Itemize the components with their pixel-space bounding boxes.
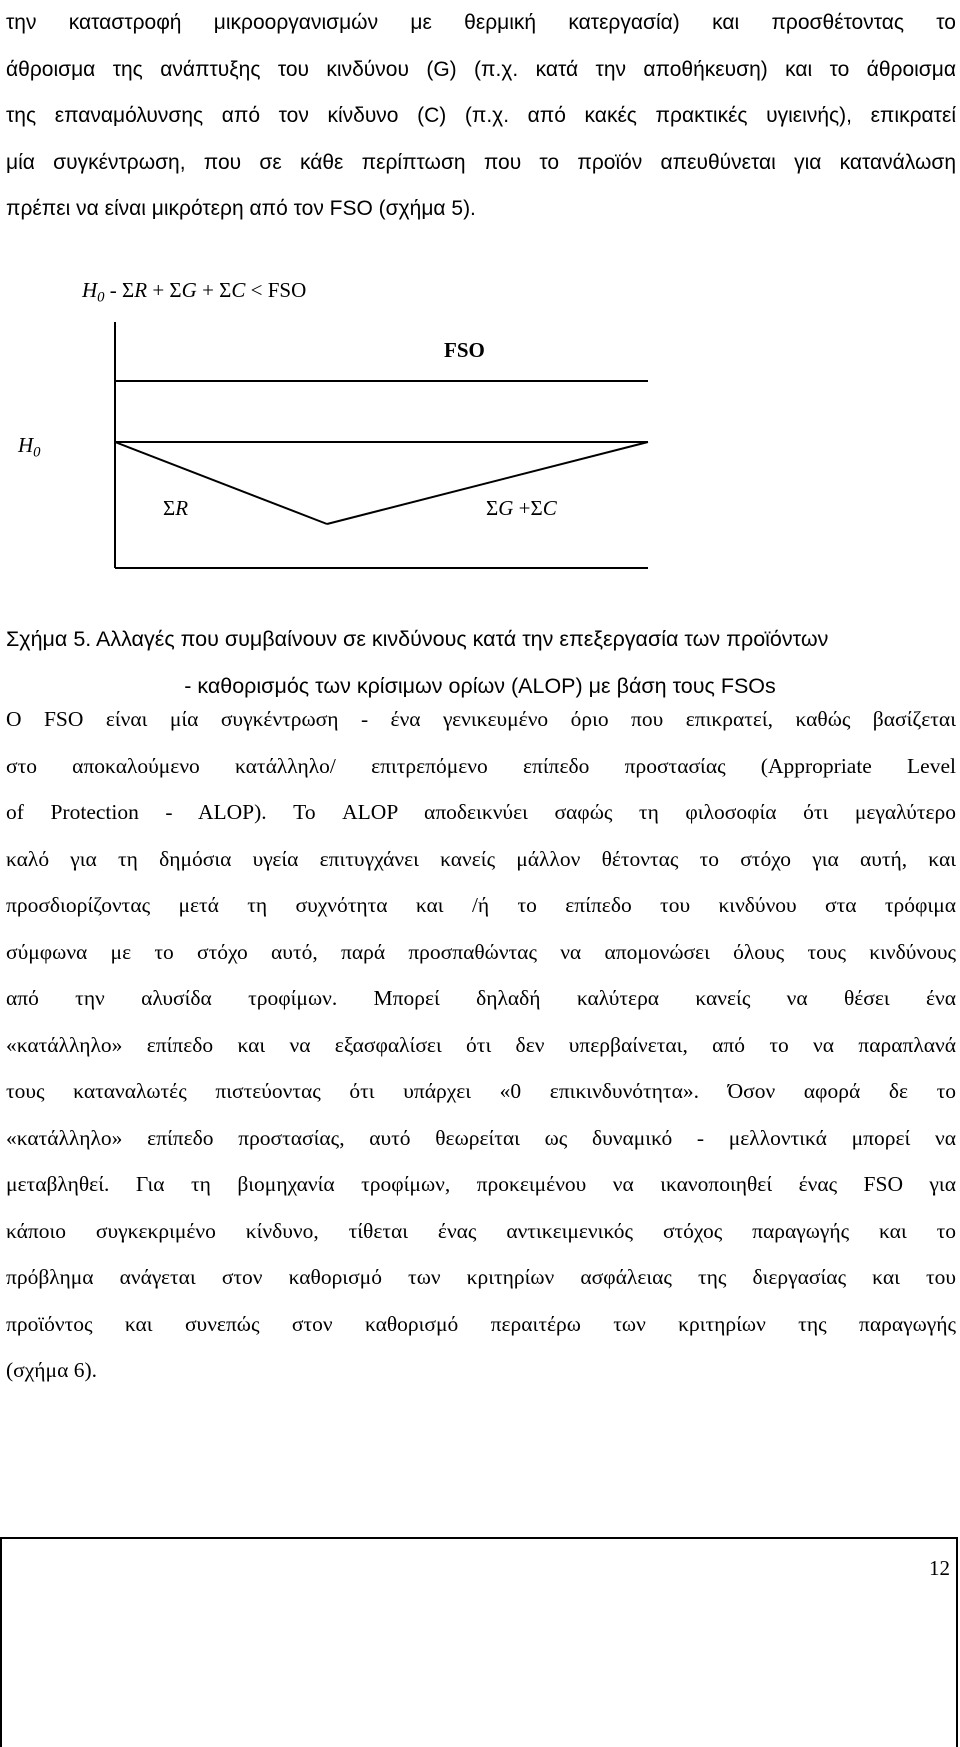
formula-label bbox=[82, 278, 307, 306]
formula-part: < FSO bbox=[245, 278, 307, 302]
formula-part: + Σ bbox=[147, 278, 182, 302]
body-line: of Protection - ALOP). Το ALOP αποδεικνύει σαφώς τη φιλοσοφία ότι μεγαλύτερο bbox=[6, 800, 956, 824]
fso-label: FSO bbox=[444, 338, 485, 362]
sigma-symbol: Σ bbox=[163, 496, 176, 520]
body-line: «κατάλληλο» επίπεδο προστασίας, αυτό θεωρείται ως δυναμικό - μελλοντικά μπορεί να bbox=[6, 1125, 956, 1150]
formula-part: - Σ bbox=[104, 278, 135, 302]
sigma-r-label bbox=[163, 496, 188, 521]
formula-g: G bbox=[181, 278, 197, 302]
sigma-c-var: C bbox=[542, 496, 557, 520]
intro-line: άθροισμα της ανάπτυξης του κινδύνου (G) (π.χ. κατά την αποθήκευση) και το άθροισμα bbox=[6, 57, 956, 81]
body-line: Ο FSO είναι μία συγκέντρωση - ένα γενικευμένο όριο που επικρατεί, καθώς βασίζεται bbox=[6, 707, 956, 731]
intro-line: πρέπει να είναι μικρότερη από τον FSO (σχήμα 5). bbox=[6, 197, 476, 220]
body-paragraph bbox=[6, 696, 956, 1394]
sigma-gc-label bbox=[486, 496, 557, 521]
h0-h: H bbox=[18, 433, 34, 457]
intro-line: την καταστροφή μικροοργανισμών με θερμική κατεργασία) και προσθέτοντας το bbox=[6, 11, 956, 34]
body-line: σύμφωνα με το στόχο αυτό, παρά προσπαθώντας να απομονώσει όλους τους κινδύνους bbox=[6, 939, 956, 964]
sigma-r-var: R bbox=[175, 496, 189, 520]
sigma-symbol: +Σ bbox=[513, 496, 543, 520]
body-line: προϊόντος και συνεπώς στον καθορισμό περαιτέρω των κριτηρίων της παραγωγής bbox=[6, 1311, 956, 1336]
formula-r: R bbox=[134, 278, 148, 302]
formula-h: H bbox=[82, 278, 98, 302]
formula-h-subscript: 0 bbox=[97, 289, 105, 306]
reduction-line bbox=[115, 442, 327, 524]
h0-label bbox=[18, 433, 41, 461]
formula-c: C bbox=[231, 278, 246, 302]
body-line: καλό για τη δημόσια υγεία επιτυγχάνει κανείς μάλλον θέτοντας το στόχο για αυτή, και bbox=[6, 846, 956, 871]
footer-frame bbox=[0, 1537, 958, 1747]
body-line: κάποιο συγκεκριμένο κίνδυνο, τίθεται ένας αντικειμενικός στόχος παραγωγής και το bbox=[6, 1218, 956, 1243]
formula-part: + Σ bbox=[196, 278, 232, 302]
sigma-symbol: Σ bbox=[486, 496, 499, 520]
figure-caption-line2: - καθορισμός των κρίσιμων ορίων (ALOP) με βάση τους FSOs bbox=[184, 674, 776, 698]
figure-caption-line1: Σχήμα 5. Αλλαγές που συμβαίνουν σε κινδύνους κατά την επεξεργασία των προϊόντων bbox=[6, 627, 829, 651]
h0-subscript: 0 bbox=[33, 444, 41, 461]
body-line: τους καταναλωτές πιστεύοντας ότι υπάρχει «0 επικινδυνότητα». Όσον αφορά δε το bbox=[6, 1079, 956, 1103]
intro-line: της επαναμόλυνσης από τον κίνδυνο (C) (π.χ. από κακές πρακτικές υγιεινής), επικρατεί bbox=[6, 104, 956, 127]
sigma-g-var: G bbox=[498, 496, 514, 520]
body-line: στο αποκαλούμενο κατάλληλο/ επιτρεπόμενο επίπεδο προστασίας (Appropriate Level bbox=[6, 753, 956, 778]
body-line: προσδιορίζοντας μετά τη συχνότητα και /ή το επίπεδο του κινδύνου στα τρόφιμα bbox=[6, 893, 956, 917]
body-line: (σχήμα 6). bbox=[6, 1358, 97, 1382]
body-line: πρόβλημα ανάγεται στον καθορισμό των κριτηρίων ασφάλειας της διεργασίας και του bbox=[6, 1265, 956, 1289]
body-line: «κατάλληλο» επίπεδο και να εξασφαλίσει ότι δεν υπερβαίνεται, από το να παραπλανά bbox=[6, 1032, 956, 1057]
body-line: από την αλυσίδα τροφίμων. Μπορεί δηλαδή καλύτερα κανείς να θέσει ένα bbox=[6, 986, 956, 1010]
intro-line: μία συγκέντρωση, που σε κάθε περίπτωση που το προϊόν απευθύνεται για κατανάλωση bbox=[6, 150, 956, 174]
page-number: 12 bbox=[929, 1556, 950, 1580]
body-line: μεταβληθεί. Για τη βιομηχανία τροφίμων, προκειμένου να ικανοποιηθεί ένας FSO για bbox=[6, 1172, 956, 1196]
